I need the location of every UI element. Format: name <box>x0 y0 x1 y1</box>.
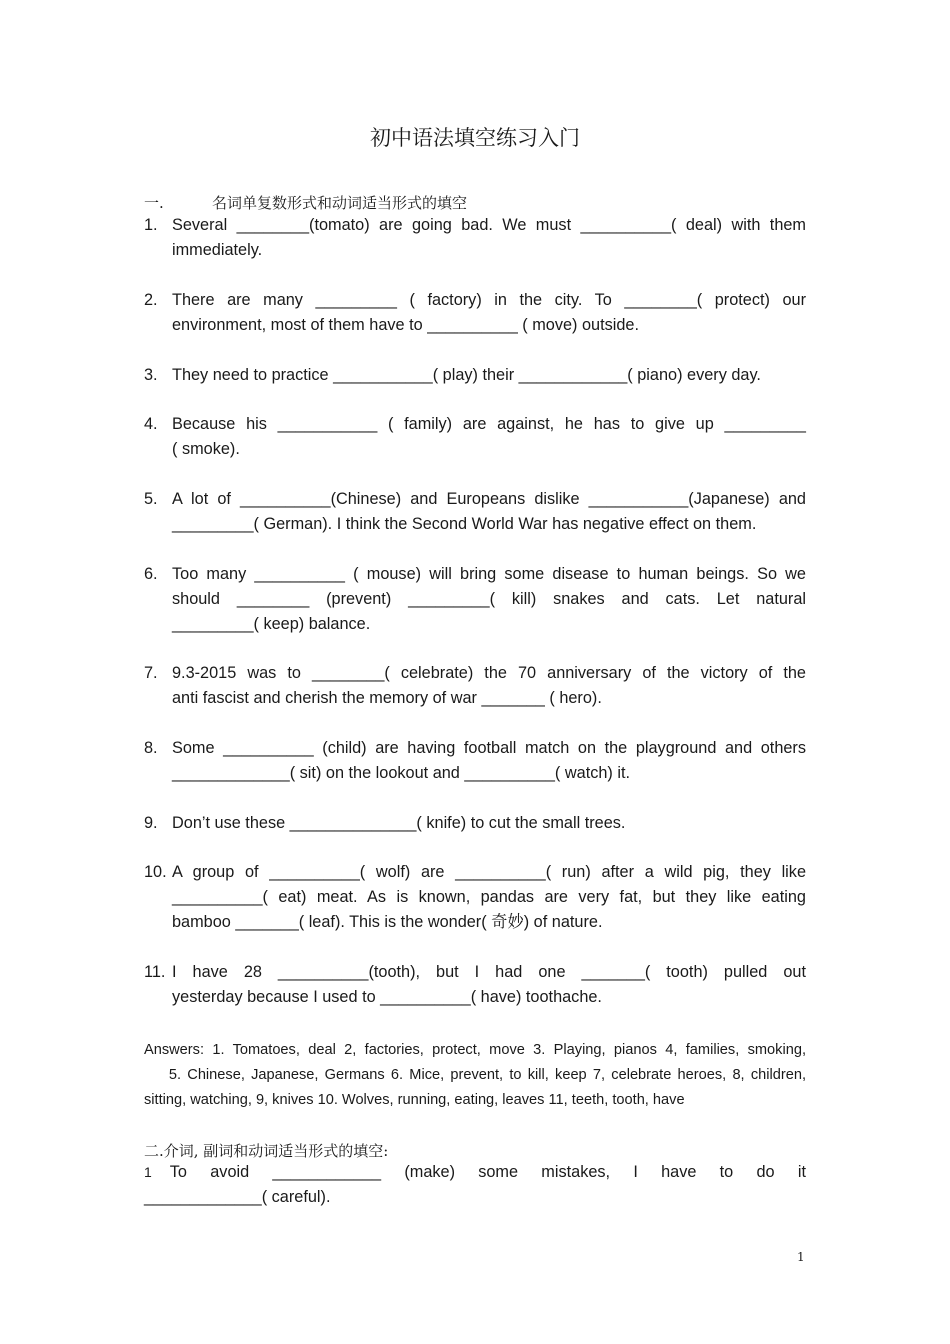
exercise-line: ( smoke). <box>172 440 240 458</box>
exercise-line: Don’t use these ______________( knife) to cut the small trees. <box>172 814 626 832</box>
exercise-item <box>144 811 806 836</box>
exercise-item <box>144 736 806 786</box>
exercise-item <box>144 487 806 537</box>
exercise-item <box>144 213 806 263</box>
exercise-line: immediately. <box>172 241 263 259</box>
exercise-number: 4. <box>144 415 158 433</box>
exercise-line: Some __________ (child) are having football match on the playground and others <box>172 739 806 757</box>
exercise-line: yesterday because I used to __________( have) toothache. <box>172 988 602 1006</box>
exercise-item <box>144 363 806 388</box>
exercise-item <box>144 860 806 935</box>
exercise-number: 9. <box>144 814 158 832</box>
exercise-line: They need to practice ___________( play) their ____________( piano) every day. <box>172 366 761 384</box>
exercise-number: 5. <box>144 490 158 508</box>
exercise-number: 3. <box>144 366 158 384</box>
exercise-item <box>144 661 806 711</box>
section-two-item-text: To avoid ____________ (make) some mistakes, I have to do it <box>169 1163 806 1181</box>
section-two-heading: 二.介词, 副词和动词适当形式的填空: <box>144 1142 389 1160</box>
exercise-number: 1. <box>144 216 158 234</box>
page-number: 1 <box>797 1250 805 1264</box>
exercise-line: _________( keep) balance. <box>172 615 371 633</box>
section-two-item-line-2: _____________( careful). <box>144 1188 331 1206</box>
exercise-line: 9.3-2015 was to ________( celebrate) the 70 anniversary of the victory of the <box>172 664 806 682</box>
exercise-line: Because his ___________ ( family) are against, he has to give up _________ <box>172 415 806 433</box>
answers-line-1: Answers: 1. Tomatoes, deal 2, factories, protect, move 3. Playing, pianos 4, families, smoking, <box>144 1042 806 1058</box>
section-one-title: 名词单复数形式和动词适当形式的填空 <box>212 194 468 212</box>
exercise-number: 6. <box>144 565 158 583</box>
exercise-line: anti fascist and cherish the memory of war _______ ( hero). <box>172 689 602 707</box>
exercise-number: 8. <box>144 739 158 757</box>
exercise-line: _________( German). I think the Second World War has negative effect on them. <box>172 515 757 533</box>
exercise-item <box>144 562 806 637</box>
answers-block <box>144 1038 806 1113</box>
answers-line-2: 5. Chinese, Japanese, Germans 6. Mice, prevent, to kill, keep 7, celebrate heroes, 8, children, <box>144 1067 806 1083</box>
exercise-line: should ________ (prevent) _________( kill) snakes and cats. Let natural <box>172 590 806 608</box>
page-title: 初中语法填空练习入门 <box>370 126 580 150</box>
exercise-line: __________( eat) meat. As is known, pandas are very fat, but they like eating <box>172 888 806 906</box>
exercise-line: environment, most of them have to __________ ( move) outside. <box>172 316 639 334</box>
exercise-line: Too many __________ ( mouse) will bring some disease to human beings. So we <box>172 565 806 583</box>
section-one-number: 一. <box>144 194 164 212</box>
exercise-line: A lot of __________(Chinese) and Europeans dislike ___________(Japanese) and <box>172 490 806 508</box>
exercise-line: Several ________(tomato) are going bad. We must __________( deal) with them <box>172 216 806 234</box>
section-one-heading <box>144 192 467 213</box>
exercise-line: A group of __________( wolf) are __________( run) after a wild pig, they like <box>172 863 806 881</box>
answers-line-3: sitting, watching, 9, knives 10. Wolves, running, eating, leaves 11, teeth, tooth, have <box>144 1092 685 1108</box>
exercise-line: bamboo _______( leaf). This is the wonder( 奇妙) of nature. <box>172 913 603 931</box>
exercise-line: I have 28 __________(tooth), but I had one _______( tooth) pulled out <box>172 963 806 981</box>
exercise-number: 11. <box>144 963 166 981</box>
exercise-number: 2. <box>144 291 158 309</box>
exercise-item <box>144 412 806 462</box>
section-two-item-line-1 <box>144 1160 806 1185</box>
exercise-line: There are many _________ ( factory) in the city. To ________( protect) our <box>172 291 806 309</box>
section-two-item-1 <box>144 1160 806 1210</box>
exercise-line: _____________( sit) on the lookout and __________( watch) it. <box>172 764 631 782</box>
exercise-number: 7. <box>144 664 158 682</box>
exercise-item <box>144 288 806 338</box>
section-two-item-number: 1 <box>144 1164 152 1180</box>
exercise-item <box>144 960 806 1010</box>
exercise-number: 10. <box>144 863 167 881</box>
